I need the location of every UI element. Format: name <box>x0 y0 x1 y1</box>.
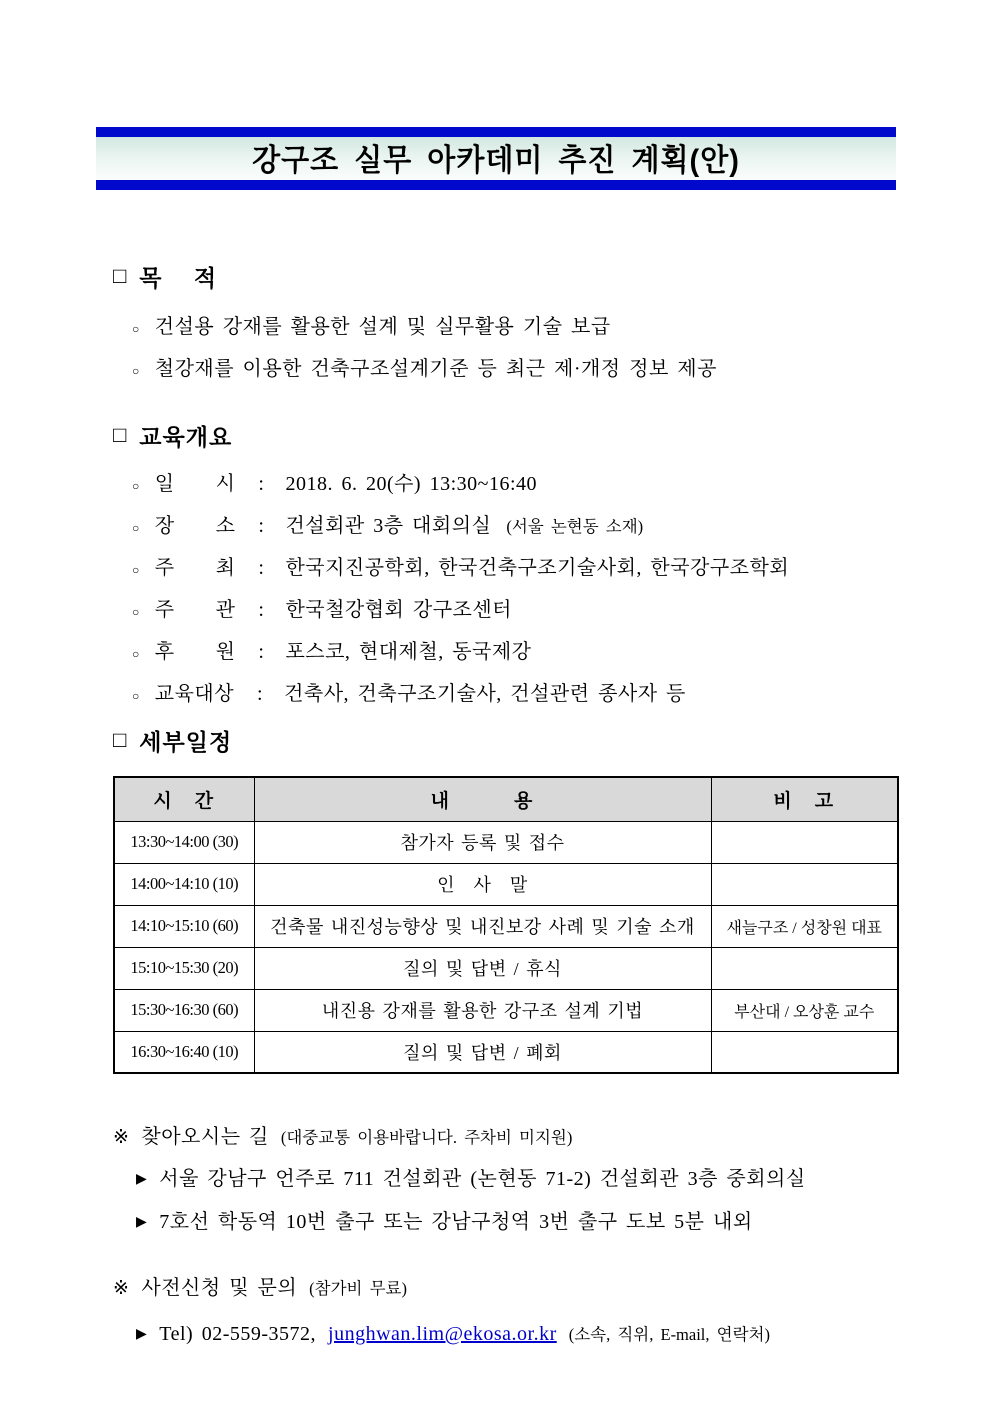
table-row <box>114 947 898 989</box>
overview-item-value: 건설회관 3층 대회의실 <box>285 515 492 537</box>
cell-remark: 새늘구조 / 성창원 대표 <box>711 905 898 947</box>
overview-item-value: 건축사, 건축구조기술사, 건설관련 종사자 등 <box>284 683 686 705</box>
table-row <box>114 821 898 863</box>
arrow-right-icon: ▶ <box>136 1215 148 1230</box>
cell-remark <box>711 863 898 905</box>
schedule-table <box>113 776 899 1074</box>
section-title-schedule: 세부일정 <box>139 729 233 755</box>
column-header-remark: 비 고 <box>711 777 898 821</box>
arrow-right-icon: ▶ <box>136 1327 148 1342</box>
cell-remark <box>711 1031 898 1073</box>
square-bullet-icon: □ <box>113 421 128 447</box>
table-row <box>114 989 898 1031</box>
cell-content: 내진용 강재를 활용한 강구조 설계 기법 <box>254 989 711 1031</box>
section-contact <box>96 1271 896 1357</box>
cell-time: 15:10~15:30 (20) <box>114 947 254 989</box>
contact-tel-line <box>96 1314 896 1357</box>
contact-suffix-note: (소속, 직위, E-mail, 연락처) <box>568 1325 770 1344</box>
section-title-purpose: 목 적 <box>139 265 218 291</box>
colon-separator: : <box>258 641 265 663</box>
directions-item-text: 7호선 학동역 10번 출구 또는 강남구청역 3번 출구 도보 5분 내외 <box>159 1211 753 1233</box>
overview-item-label: 교육대상 <box>154 683 235 705</box>
table-row <box>114 863 898 905</box>
directions-heading <box>96 1120 896 1155</box>
cell-remark <box>711 947 898 989</box>
overview-item-value: 한국지진공학회, 한국건축구조기술사회, 한국강구조학회 <box>285 557 790 579</box>
overview-list <box>96 464 896 716</box>
cell-content: 질의 및 답변 / 휴식 <box>254 947 711 989</box>
colon-separator: : <box>258 599 265 621</box>
square-bullet-icon: □ <box>113 262 128 288</box>
overview-item-label: 일 시 <box>154 473 236 495</box>
circle-bullet-icon: ○ <box>132 479 140 493</box>
list-item <box>96 1202 896 1245</box>
circle-bullet-icon: ○ <box>132 605 140 619</box>
directions-title: 찾아오시는 길 <box>141 1126 269 1148</box>
cell-time: 16:30~16:40 (10) <box>114 1031 254 1073</box>
purpose-item-text: 건설용 강재를 활용한 설계 및 실무활용 기술 보급 <box>154 316 611 338</box>
contact-title: 사전신청 및 문의 <box>141 1277 298 1299</box>
section-title-overview: 교육개요 <box>139 424 233 450</box>
section-overview <box>96 419 896 716</box>
email-link[interactable]: junghwan.lim@ekosa.or.kr <box>328 1323 557 1345</box>
colon-separator: : <box>258 515 265 537</box>
cell-time: 14:10~15:10 (60) <box>114 905 254 947</box>
overview-item-note: (서울 논현동 소재) <box>506 517 644 536</box>
overview-item <box>96 590 896 632</box>
section-heading-schedule <box>96 724 896 757</box>
cell-content: 건축물 내진성능향상 및 내진보강 사례 및 기술 소개 <box>254 905 711 947</box>
section-heading-overview <box>96 419 896 452</box>
reference-mark-icon: ※ <box>113 1127 130 1148</box>
table-row <box>114 1031 898 1073</box>
overview-item-label: 후 원 <box>154 641 236 663</box>
square-bullet-icon: □ <box>113 726 128 752</box>
table-header-row <box>114 777 898 821</box>
section-directions <box>96 1120 896 1245</box>
overview-item-value: 한국철강협회 강구조센터 <box>285 599 512 621</box>
colon-separator: : <box>257 683 264 705</box>
list-item <box>96 1159 896 1202</box>
directions-item-text: 서울 강남구 언주로 711 건설회관 (논현동 71-2) 건설회관 3층 중회의실 <box>159 1168 806 1190</box>
directions-note: (대중교통 이용바랍니다. 주차비 미지원) <box>280 1128 573 1147</box>
overview-item <box>96 464 896 506</box>
purpose-item-text: 철강재를 이용한 건축구조설계기준 등 최근 제·개정 정보 제공 <box>154 358 717 380</box>
column-header-content: 내 용 <box>254 777 711 821</box>
title-band <box>96 127 896 190</box>
contact-note: (참가비 무료) <box>309 1279 407 1298</box>
section-purpose <box>96 260 896 391</box>
circle-bullet-icon: ○ <box>132 647 140 661</box>
overview-item-label: 주 최 <box>154 557 236 579</box>
list-item <box>96 349 896 391</box>
circle-bullet-icon: ○ <box>132 521 140 535</box>
circle-bullet-icon: ○ <box>132 689 140 703</box>
directions-list <box>96 1159 896 1245</box>
table-row <box>114 905 898 947</box>
cell-content: 인 사 말 <box>254 863 711 905</box>
reference-mark-icon: ※ <box>113 1278 130 1299</box>
contact-tel-text: Tel) 02-559-3572, <box>159 1323 317 1345</box>
overview-item-label: 주 관 <box>154 599 236 621</box>
contact-heading <box>96 1271 896 1306</box>
colon-separator: : <box>258 557 265 579</box>
overview-item-value: 포스코, 현대제철, 동국제강 <box>285 641 532 663</box>
list-item <box>96 307 896 349</box>
overview-item-value: 2018. 6. 20(수) 13:30~16:40 <box>285 473 538 495</box>
cell-time: 13:30~14:00 (30) <box>114 821 254 863</box>
overview-item <box>96 506 896 548</box>
purpose-list <box>96 307 896 391</box>
cell-time: 14:00~14:10 (10) <box>114 863 254 905</box>
circle-bullet-icon: ○ <box>132 322 140 336</box>
overview-item <box>96 548 896 590</box>
arrow-right-icon: ▶ <box>136 1172 148 1187</box>
column-header-time: 시 간 <box>114 777 254 821</box>
cell-remark <box>711 821 898 863</box>
section-schedule <box>96 724 896 1074</box>
overview-item <box>96 674 896 716</box>
circle-bullet-icon: ○ <box>132 563 140 577</box>
section-heading-purpose <box>96 260 896 293</box>
colon-separator: : <box>258 473 265 495</box>
circle-bullet-icon: ○ <box>132 364 140 378</box>
overview-item <box>96 632 896 674</box>
overview-item-label: 장 소 <box>154 515 236 537</box>
cell-remark: 부산대 / 오상훈 교수 <box>711 989 898 1031</box>
page-title: 강구조 실무 아카데미 추진 계획(안) <box>252 144 740 178</box>
cell-content: 참가자 등록 및 접수 <box>254 821 711 863</box>
cell-time: 15:30~16:30 (60) <box>114 989 254 1031</box>
cell-content: 질의 및 답변 / 폐회 <box>254 1031 711 1073</box>
